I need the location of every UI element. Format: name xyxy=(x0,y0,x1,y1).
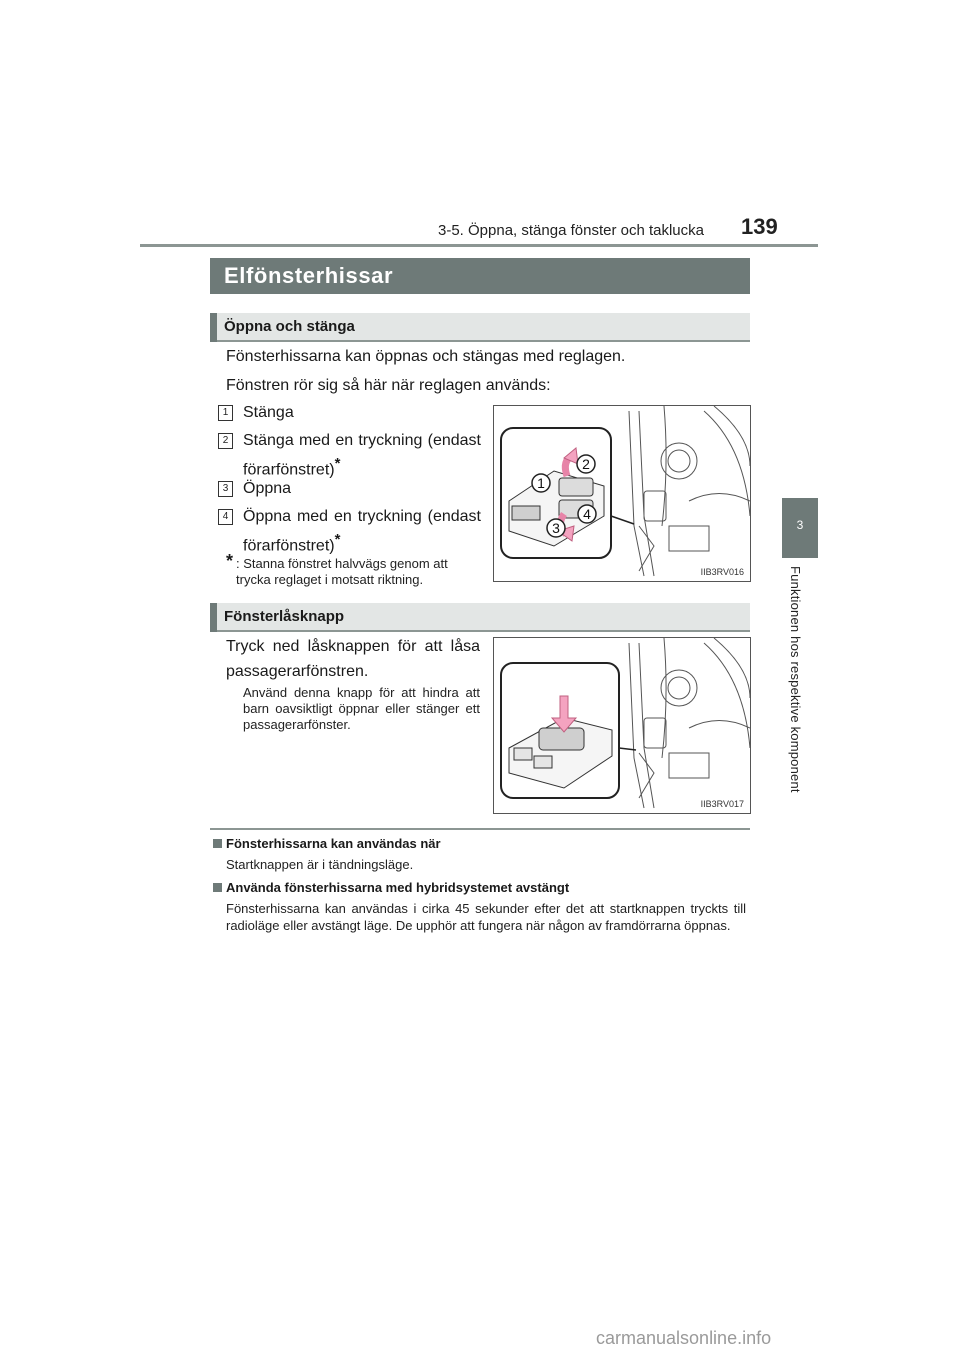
item-number-2: 2 xyxy=(218,433,233,449)
section-heading-open-close xyxy=(210,313,750,342)
page-title: Elfönsterhissar xyxy=(210,258,750,294)
figure-lock-button xyxy=(493,637,751,814)
lock-instruction: Tryck ned låsknappen för att låsa passagerarfönstren. xyxy=(226,638,480,680)
item-text-3: Öppna xyxy=(243,480,292,497)
section-heading-lock xyxy=(210,603,750,632)
chapter-label: Funktionen hos respektive komponent xyxy=(788,566,803,793)
item-number-1: 1 xyxy=(218,405,233,421)
item-text-4: Öppna med en tryckning (endast förarfönstret)* xyxy=(243,508,481,555)
page-number: 139 xyxy=(741,214,778,239)
footnote-text: : Stanna fönstret halvvägs genom att trycka reglaget i motsatt riktning. xyxy=(236,556,448,587)
callout-1: 1 xyxy=(537,475,545,491)
chapter-number: 3 xyxy=(796,518,804,532)
item-text-1: Stänga xyxy=(243,404,294,421)
figure-code-2: IIB3RV017 xyxy=(700,799,744,809)
item-text-2: Stänga med en tryckning (endast förarfönstret)* xyxy=(243,432,481,479)
callout-4: 4 xyxy=(583,506,591,522)
callout-2: 2 xyxy=(582,456,590,472)
intro-text-2: Fönstren rör sig så här när reglagen används: xyxy=(226,377,551,394)
item-number-4: 4 xyxy=(218,509,233,525)
section-heading-text: Fönsterlåsknapp xyxy=(224,608,345,625)
section-breadcrumb: 3-5. Öppna, stänga fönster och taklucka xyxy=(438,222,704,239)
item-number-3: 3 xyxy=(218,481,233,497)
header-divider xyxy=(140,244,818,247)
lock-description: Använd denna knapp för att hindra att barn oavsiktligt öppnar eller stänger ett passagerarfönster. xyxy=(243,685,480,732)
footnote-mark: * xyxy=(226,551,234,571)
note-heading-1: Fönsterhissarna kan användas när xyxy=(213,836,441,851)
figure-code-1: IIB3RV016 xyxy=(700,567,744,577)
notes-divider xyxy=(210,828,750,830)
note-heading-2: Använda fönsterhissarna med hybridsystemet avstängt xyxy=(213,880,569,895)
note-body-1: Startknappen är i tändningsläge. xyxy=(226,857,414,872)
section-heading-text: Öppna och stänga xyxy=(224,318,355,335)
note-body-2: Fönsterhissarna kan användas i cirka 45 sekunder efter det att startknappen tryckts till radioläge eller avstängt läge. De upphör att fungera när någon av framdörrarna öppnas. xyxy=(226,901,746,933)
figure-window-switches xyxy=(493,405,751,582)
lock-button-illustration xyxy=(494,638,750,813)
intro-text-1: Fönsterhissarna kan öppnas och stängas med reglagen. xyxy=(226,348,626,365)
bullet-square xyxy=(213,883,222,892)
watermark: carmanualsonline.info xyxy=(596,1328,772,1348)
heading-accent xyxy=(210,603,217,632)
window-switch-illustration xyxy=(494,406,750,581)
callout-3: 3 xyxy=(552,520,560,536)
bullet-square xyxy=(213,839,222,848)
heading-accent xyxy=(210,313,217,342)
